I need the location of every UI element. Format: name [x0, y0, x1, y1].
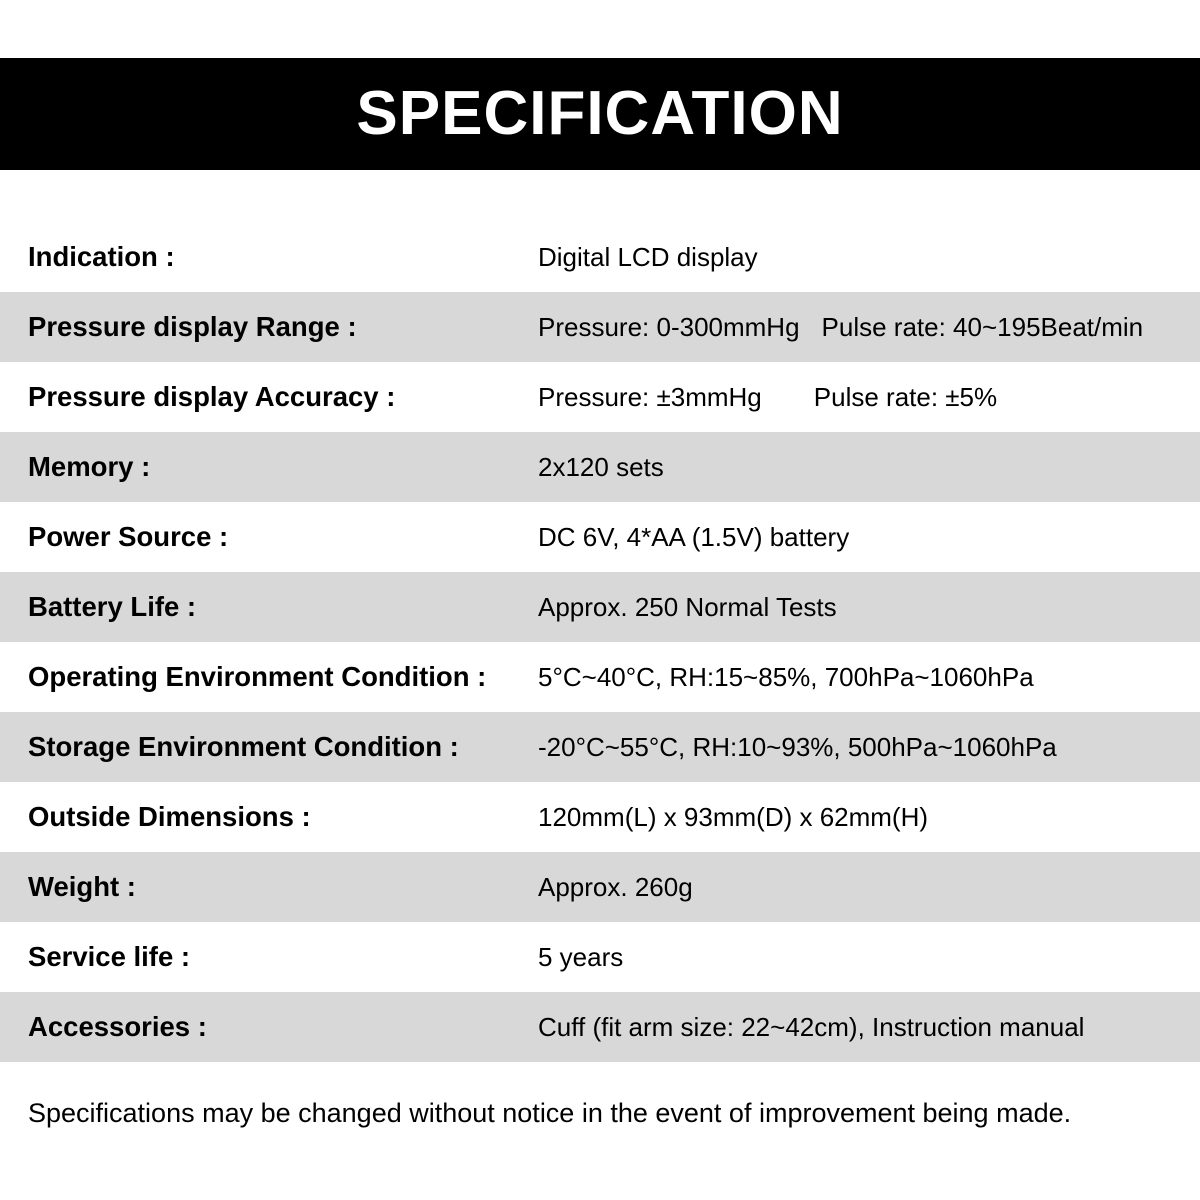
- spec-value-primary: Approx. 250 Normal Tests: [538, 591, 837, 622]
- table-row: [0, 432, 1200, 502]
- spec-value-primary: 5 years: [538, 941, 624, 972]
- spec-label: Battery Life :: [28, 591, 197, 622]
- spec-value-primary: Digital LCD display: [538, 241, 758, 272]
- spec-label: Weight :: [28, 871, 136, 902]
- table-row: [0, 572, 1200, 642]
- table-row: [0, 292, 1200, 362]
- spec-value: [538, 782, 1200, 852]
- spec-label: Indication :: [28, 241, 175, 272]
- spec-value: [538, 432, 1200, 502]
- spec-value-primary: Pressure: ±3mmHg: [538, 381, 762, 412]
- spec-value-secondary: Pulse rate: 40~195Beat/min: [821, 311, 1144, 342]
- specification-table: [0, 222, 1200, 1062]
- spec-value: [538, 572, 1200, 642]
- spec-value-primary: Pressure: 0-300mmHg: [538, 311, 800, 342]
- spec-label: Pressure display Accuracy :: [28, 381, 396, 412]
- specification-table-body: [0, 222, 1200, 1062]
- spec-label: Operating Environment Condition :: [28, 661, 487, 692]
- header-bar: [0, 58, 1200, 170]
- spec-value: [538, 292, 1200, 362]
- spec-value: [538, 642, 1200, 712]
- spec-value: [538, 712, 1200, 782]
- spec-label: Pressure display Range :: [28, 311, 357, 342]
- spec-value-primary: Cuff (fit arm size: 22~42cm), Instruction manual: [538, 1011, 1085, 1042]
- spec-label: Memory :: [28, 451, 151, 482]
- spec-value: [538, 502, 1200, 572]
- spec-label: Accessories :: [28, 1011, 207, 1042]
- spec-value: [538, 362, 1200, 432]
- spec-label: Outside Dimensions :: [28, 801, 311, 832]
- spec-value-primary: -20°C~55°C, RH:10~93%, 500hPa~1060hPa: [538, 731, 1057, 762]
- table-row: [0, 712, 1200, 782]
- spec-value: [538, 222, 1200, 292]
- table-row: [0, 922, 1200, 992]
- spec-value-primary: DC 6V, 4*AA (1.5V) battery: [538, 521, 850, 552]
- spec-value-primary: 5°C~40°C, RH:15~85%, 700hPa~1060hPa: [538, 661, 1034, 692]
- spec-label: Service life :: [28, 941, 191, 972]
- spec-value: [538, 992, 1200, 1062]
- table-row: [0, 852, 1200, 922]
- spec-value: [538, 852, 1200, 922]
- spec-value-secondary: Pulse rate: ±5%: [813, 381, 998, 412]
- spec-value-primary: 2x120 sets: [538, 451, 664, 482]
- table-row: [0, 222, 1200, 292]
- page-title: SPECIFICATION: [356, 79, 844, 148]
- spec-value-primary: 120mm(L) x 93mm(D) x 62mm(H): [538, 801, 929, 832]
- spec-label: Storage Environment Condition :: [28, 731, 459, 762]
- spec-label: Power Source :: [28, 521, 229, 552]
- table-row: [0, 502, 1200, 572]
- spec-value: [538, 922, 1200, 992]
- table-row: [0, 992, 1200, 1062]
- footer-note: Specifications may be changed without notice in the event of improvement being made.: [28, 1098, 1072, 1128]
- spec-value-primary: Approx. 260g: [538, 871, 693, 902]
- table-row: [0, 362, 1200, 432]
- table-row: [0, 642, 1200, 712]
- table-row: [0, 782, 1200, 852]
